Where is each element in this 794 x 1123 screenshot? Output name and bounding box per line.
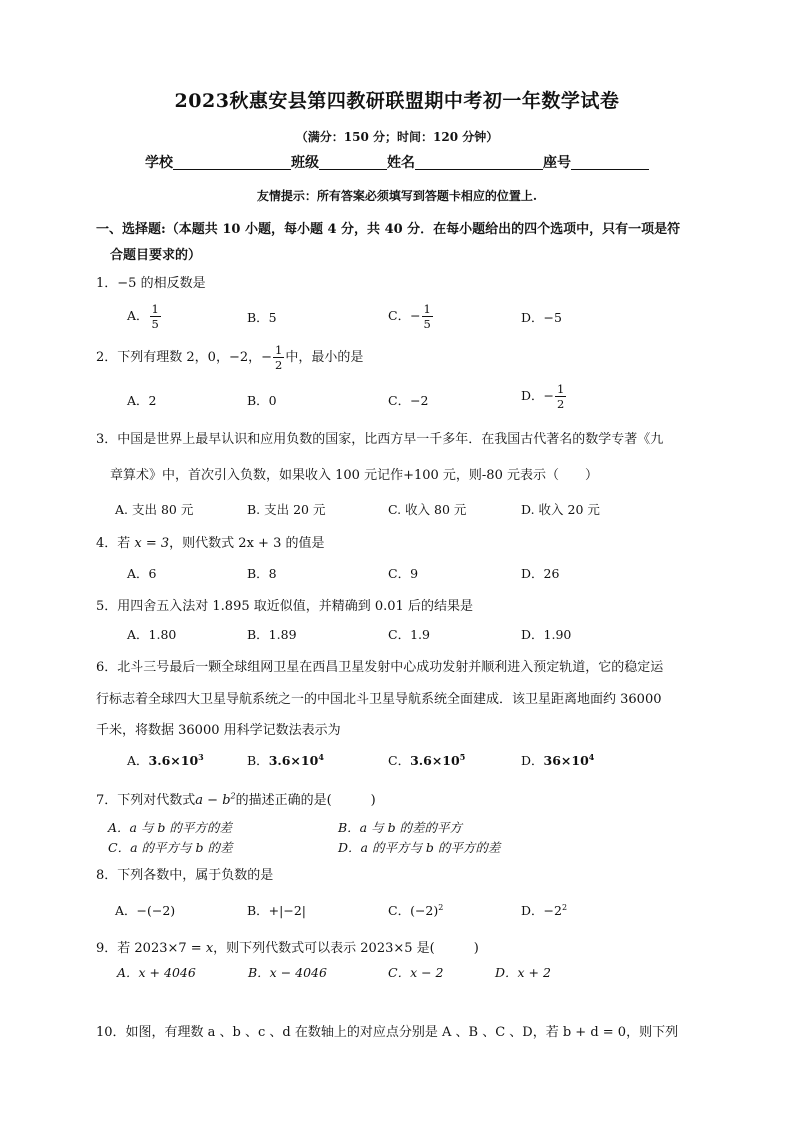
- q2-option-a: A．2: [127, 393, 157, 408]
- q1-option-b: B．5: [247, 310, 277, 325]
- q3-option-b: B. 支出 20 元: [247, 502, 326, 517]
- school-blank: [173, 153, 291, 170]
- class-blank: [319, 153, 387, 170]
- q6-option-d: D．$36\times 10^4$: [521, 751, 595, 768]
- q5-option-a: A．1.80: [127, 627, 177, 642]
- q3-option-d: D. 收入 20 元: [521, 502, 600, 517]
- q5-option-d: D．1.90: [521, 627, 572, 642]
- q9-option-d: D．x + 2: [495, 965, 551, 980]
- q6-stem-line3: 千米，将数据 36000 用科学记数法表示为: [96, 723, 341, 738]
- q4-option-a: A．6: [127, 566, 157, 581]
- school-label: 学校: [145, 155, 173, 171]
- q7-option-c: C．a 的平方与 b 的差: [108, 840, 233, 855]
- class-label: 班级: [291, 155, 319, 171]
- exam-subtitle: （满分：150 分；时间：120 分钟）: [295, 130, 499, 144]
- q8-option-b: B．+|−2|: [247, 903, 307, 918]
- student-info-row: [145, 152, 649, 172]
- q6-option-a: A．$3.6\times 10^3$: [127, 751, 204, 768]
- q8-option-d: D．$-2^2$: [521, 902, 568, 918]
- q9-option-c: C．x − 2: [388, 965, 444, 980]
- q3-stem-line1: 3．中国是世界上最早认识和应用负数的国家，比西方早一千多年．在我国古代著名的数学专著《九: [96, 432, 664, 447]
- q4-stem: 4．若 x = 3，则代数式 2x + 3 的值是: [96, 536, 325, 551]
- q8-option-a: A．−(−2): [115, 903, 176, 918]
- q2-option-c: C．−2: [388, 393, 429, 408]
- q3-option-a: A. 支出 80 元: [115, 502, 194, 517]
- q1-stem: 1．−5 的相反数是: [96, 276, 206, 291]
- q1-option-a: A． $\frac{1}{5}$: [127, 302, 159, 331]
- q9-option-a: A．x + 4046: [117, 965, 196, 980]
- q7-option-b: B．a 与 b 的差的平方: [338, 820, 463, 835]
- q6-option-b: B．$3.6\times 10^4$: [247, 751, 324, 768]
- q8-option-c: C．$(-2)^2$: [388, 902, 444, 918]
- section1-heading-line1: 一、选择题:（本题共 10 小题，每小题 4 分，共 40 分．在每小题给出的四个选项中，只有一项是符: [96, 222, 681, 237]
- q6-option-c: C．$3.6\times 10^5$: [388, 751, 466, 768]
- q4-option-d: D．26: [521, 566, 560, 581]
- fraction: $\frac{1}{5}$: [151, 302, 159, 331]
- q2-stem: 2．下列有理数 2，0，−2，− $\frac{1}{2}$ 中，最小的是: [96, 343, 364, 372]
- seat-blank: [571, 153, 649, 170]
- q7-option-d: D．a 的平方与 b 的平方的差: [338, 840, 501, 855]
- q1-option-d: D．−5: [521, 310, 562, 325]
- q4-option-b: B．8: [247, 566, 277, 581]
- q7-stem: 7．下列对代数式$a - b^2$的描述正确的是( ): [96, 791, 376, 808]
- name-blank: [415, 153, 543, 170]
- q3-option-c: C. 收入 80 元: [388, 502, 467, 517]
- friendly-tip: 友情提示：所有答案必须填写到答题卡相应的位置上.: [256, 189, 538, 203]
- q5-option-c: C．1.9: [388, 627, 430, 642]
- name-label: 姓名: [387, 155, 415, 171]
- fraction: $\frac{1}{2}$: [557, 382, 565, 411]
- fraction: $\frac{1}{2}$: [275, 343, 283, 372]
- q6-stem-line2: 行标志着全球四大卫星导航系统之一的中国北斗卫星导航系统全面建成．该卫星距离地面约 36000: [96, 692, 662, 707]
- q2-option-d: D．− $\frac{1}{2}$: [521, 382, 565, 411]
- q2-option-b: B．0: [247, 393, 277, 408]
- q9-stem: 9．若 2023×7 = x，则下列代数式可以表示 2023×5 是( ): [96, 941, 479, 956]
- seat-label: 座号: [543, 155, 571, 171]
- q1-option-c: C．− $\frac{1}{5}$: [388, 302, 431, 331]
- fraction: $\frac{1}{5}$: [423, 302, 431, 331]
- q10-stem: 10．如图，有理数 a 、b 、c 、d 在数轴上的对应点分别是 A 、B 、C 、D，若 b + d = 0，则下列: [96, 1025, 679, 1040]
- section1-heading-line2: 合题目要求的）: [110, 248, 202, 263]
- q4-option-c: C．9: [388, 566, 419, 581]
- q8-stem: 8．下列各数中，属于负数的是: [96, 868, 274, 883]
- q5-stem: 5．用四舍五入法对 1.895 取近似值，并精确到 0.01 后的结果是: [96, 599, 473, 614]
- exam-title: 2023秋惠安县第四教研联盟期中考初一年数学试卷: [174, 90, 620, 112]
- q6-stem-line1: 6．北斗三号最后一颗全球组网卫星在西昌卫星发射中心成功发射并顺利进入预定轨道，它的稳定运: [96, 660, 664, 675]
- q5-option-b: B．1.89: [247, 627, 297, 642]
- q7-option-a: A．a 与 b 的平方的差: [108, 820, 232, 835]
- q3-stem-line2: 章算术》中，首次引入负数，如果收入 100 元记作+100 元，则-80 元表示（ ）: [110, 468, 598, 483]
- q9-option-b: B．x − 4046: [248, 965, 327, 980]
